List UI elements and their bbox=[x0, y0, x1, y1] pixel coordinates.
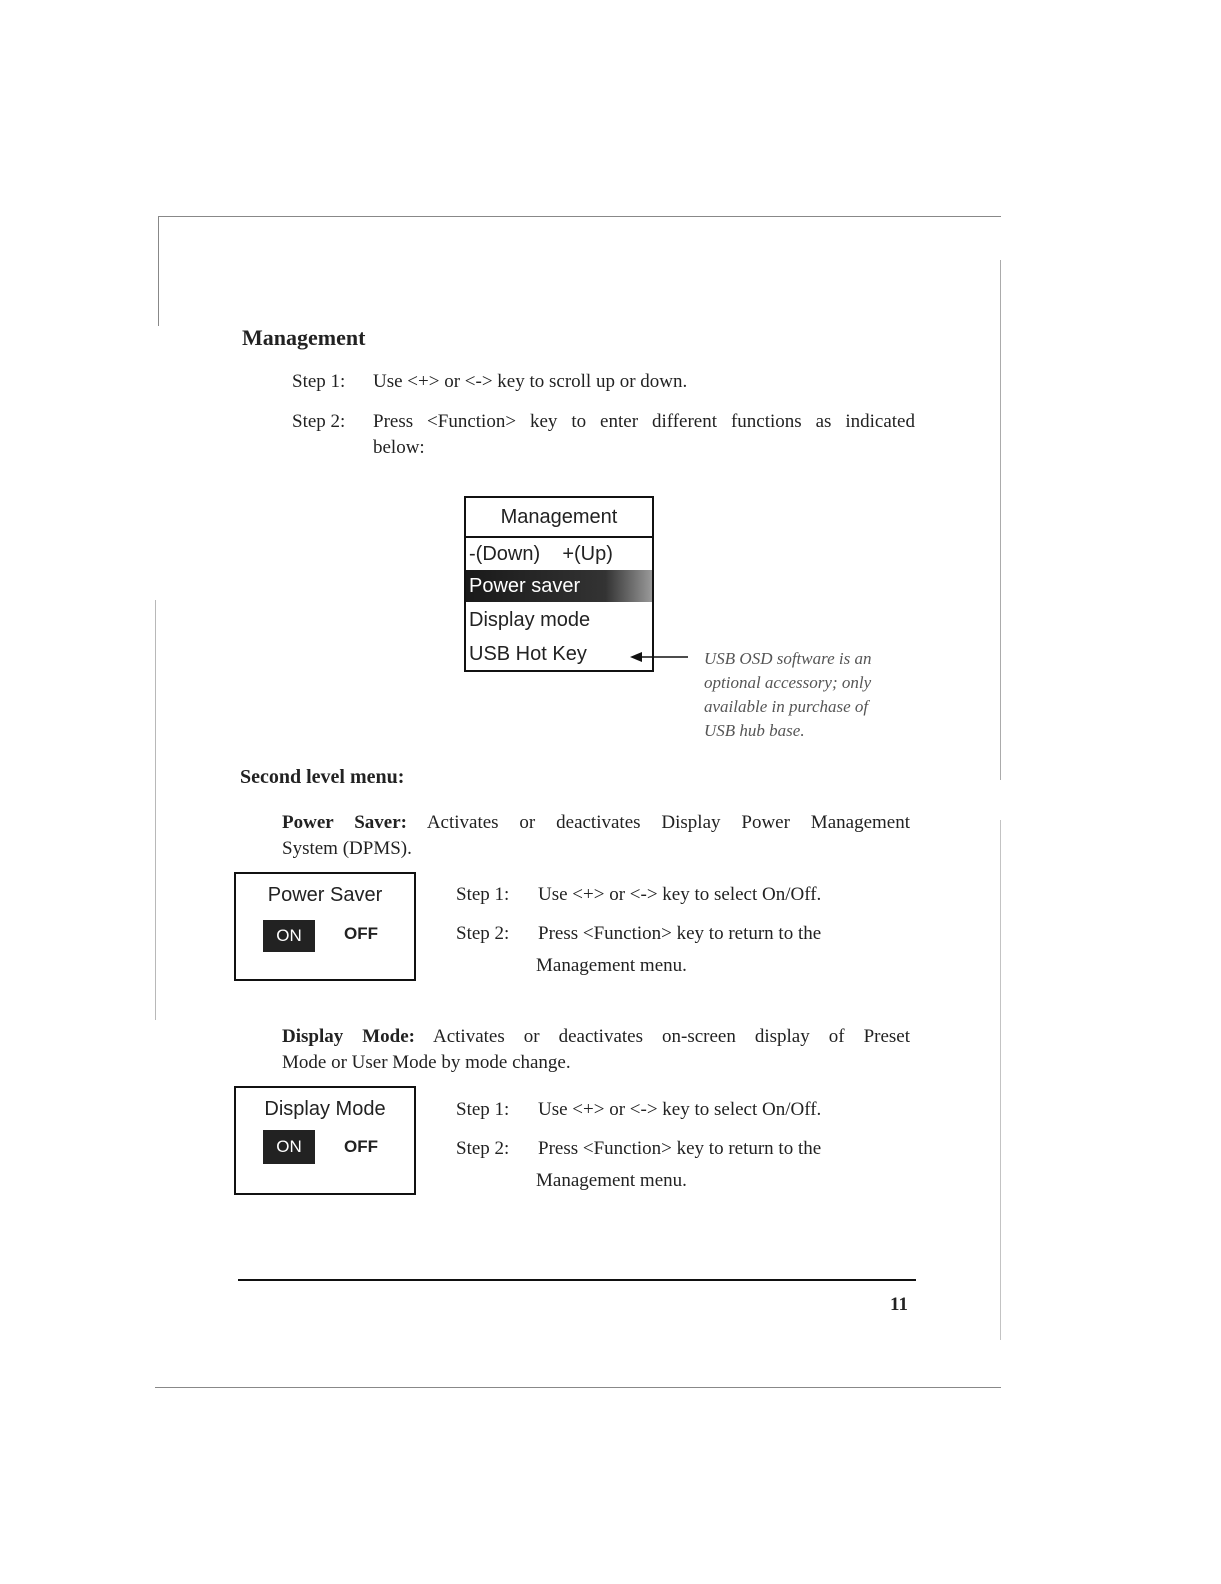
display-mode-desc-line1: Activates or deactivates on-screen display of Preset bbox=[432, 1026, 911, 1047]
display-mode-step2-label: Step 2: bbox=[456, 1138, 510, 1159]
frame-right-line-lower bbox=[1000, 820, 1001, 1340]
step1-text: Use <+> or <-> key to scroll up or down. bbox=[373, 371, 688, 392]
power-saver-desc-line1: Activates or deactivates Display Power Management bbox=[426, 812, 910, 833]
power-saver-box-title: Power Saver bbox=[267, 884, 383, 906]
display-mode-step2-line1: Press <Function> key to return to the bbox=[538, 1138, 822, 1159]
power-saver-step1-label: Step 1: bbox=[456, 884, 510, 905]
power-saver-box bbox=[234, 872, 416, 981]
frame-bottom-line bbox=[155, 1387, 1001, 1388]
footer-rule bbox=[238, 1279, 916, 1281]
step2-text-line2: below: bbox=[373, 437, 425, 458]
display-mode-step1: Use <+> or <-> key to select On/Off. bbox=[538, 1099, 822, 1120]
page-number: 11 bbox=[890, 1294, 908, 1315]
display-mode-on-option[interactable]: ON bbox=[263, 1130, 315, 1164]
power-saver-on-option[interactable]: ON bbox=[263, 920, 315, 952]
usb-note-line4: USB hub base. bbox=[704, 721, 805, 740]
power-saver-term: Power Saver: bbox=[282, 812, 407, 833]
osd-item-usb-hot-key[interactable]: USB Hot Key bbox=[469, 643, 587, 665]
display-mode-step1-label: Step 1: bbox=[456, 1099, 510, 1120]
frame-left-line bbox=[158, 216, 159, 326]
usb-note-line2: optional accessory; only bbox=[704, 673, 872, 692]
frame-left-line-lower bbox=[155, 600, 156, 1020]
power-saver-desc bbox=[282, 811, 910, 835]
power-saver-desc-line2: System (DPMS). bbox=[282, 838, 412, 859]
step1-label: Step 1: bbox=[292, 371, 346, 392]
power-saver-off-option[interactable]: OFF bbox=[344, 924, 378, 943]
usb-note-line3: available in purchase of bbox=[704, 697, 869, 716]
power-saver-step2-label: Step 2: bbox=[456, 923, 510, 944]
frame-right-line bbox=[1000, 260, 1001, 780]
frame-top-line bbox=[158, 216, 1001, 217]
display-mode-desc bbox=[282, 1025, 910, 1049]
step2-text-line1: Press <Function> key to enter different functions as indicated bbox=[373, 411, 915, 432]
second-level-heading: Second level menu: bbox=[240, 766, 405, 788]
osd-nav-hint: -(Down) +(Up) bbox=[469, 543, 613, 565]
display-mode-box bbox=[234, 1086, 416, 1195]
power-saver-step2-line2: Management menu. bbox=[536, 955, 687, 976]
display-mode-off-option[interactable]: OFF bbox=[344, 1137, 378, 1156]
osd-menu-title: Management bbox=[466, 498, 652, 538]
power-saver-step2-line1: Press <Function> key to return to the bbox=[538, 923, 822, 944]
power-saver-step1: Use <+> or <-> key to select On/Off. bbox=[538, 884, 822, 905]
usb-note-line1: USB OSD software is an bbox=[704, 649, 872, 668]
section-heading: Management bbox=[242, 325, 366, 350]
osd-item-power-saver[interactable]: Power saver bbox=[466, 570, 652, 602]
display-mode-term: Display Mode: bbox=[282, 1026, 416, 1047]
arrow-left-icon bbox=[630, 650, 690, 664]
osd-item-display-mode[interactable]: Display mode bbox=[469, 609, 591, 631]
display-mode-box-title: Display Mode bbox=[264, 1098, 386, 1120]
display-mode-desc-line2: Mode or User Mode by mode change. bbox=[282, 1052, 571, 1073]
step2-label: Step 2: bbox=[292, 411, 346, 432]
display-mode-step2-line2: Management menu. bbox=[536, 1170, 687, 1191]
management-osd-menu bbox=[464, 496, 654, 672]
